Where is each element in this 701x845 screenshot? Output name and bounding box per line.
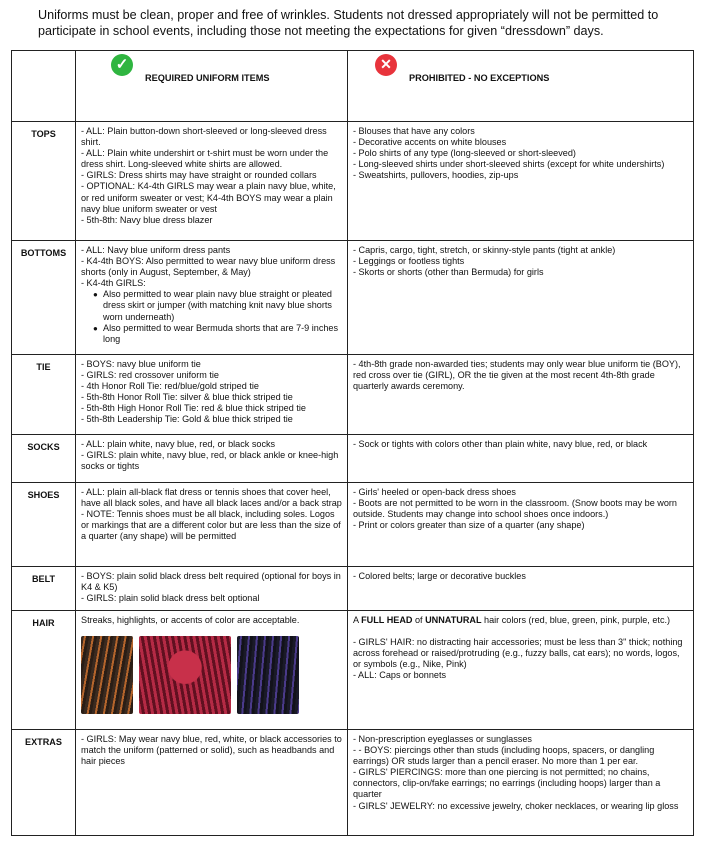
prohibited-item: - Skorts or shorts (other than Bermuda) for girls <box>353 267 544 278</box>
text-run: hair colors (red, blue, green, pink, purple, etc.) <box>481 615 671 625</box>
prohibited-cell <box>348 483 694 567</box>
required-item: - GIRLS: Dress shirts may have straight or rounded collars <box>81 170 317 181</box>
prohibited-item: - Polo shirts of any type (long-sleeved or short-sleeved) <box>353 148 576 159</box>
row-tie <box>12 355 694 435</box>
required-item: - GIRLS: plain white, navy blue, red, or black ankle or knee-high socks or tights <box>81 450 339 472</box>
bullet-icon: ● <box>93 323 98 333</box>
required-item: - ALL: Navy blue uniform dress pants <box>81 245 231 255</box>
category-label: BELT <box>12 567 76 611</box>
row-shoes <box>12 483 694 567</box>
prohibited-item: - GIRLS' JEWELRY: no excessive jewelry, choker necklaces, or wearing lip gloss <box>353 800 679 811</box>
required-item: - ALL: plain white, navy blue, red, or black socks <box>81 439 276 449</box>
required-item: - 5th-8th Honor Roll Tie: silver & blue thick striped tie <box>81 392 293 403</box>
bullet-item <box>81 289 342 322</box>
prohibited-item: - Sweatshirts, pullovers, hoodies, zip-ups <box>353 170 519 181</box>
prohibited-item: - Long-sleeved shirts under short-sleeved shirts (except for white undershirts) <box>353 159 665 170</box>
prohibited-item: - Girls' heeled or open-back dress shoes <box>353 487 516 497</box>
prohibited-cell <box>348 435 694 483</box>
spacer <box>353 626 688 637</box>
required-item: - ALL: Plain button-down short-sleeved or long-sleeved dress shirt. <box>81 126 327 148</box>
purple-braids-photo <box>237 636 299 714</box>
required-item: - 5th-8th: Navy blue dress blazer <box>81 214 213 225</box>
prohibited-cell <box>348 611 694 730</box>
text-run: A <box>353 615 362 625</box>
bullet-text: Also permitted to wear plain navy blue straight or pleated dress skirt or jumper (with matching knit navy blue shorts worn underneath) <box>103 289 332 322</box>
required-cell <box>76 355 348 435</box>
header-row <box>12 51 694 122</box>
prohibited-item: - GIRLS' HAIR: no distracting hair accessories; must be less than 3" thick; nothing across forehead or raised/protruding (e.g., fuzzy balls, cat ears); no words, logos, or symbols (e.g., Nike, Pink) <box>353 637 683 670</box>
required-item: - GIRLS: red crossover uniform tie <box>81 370 219 381</box>
prohibited-item: - GIRLS' PIERCINGS: more than one piercing is not permitted; no chains, connectors, clip-on/fake earrings; no earrings (including hoops) larger than a quarter <box>353 767 661 800</box>
row-belt <box>12 567 694 611</box>
header-prohibited <box>348 51 694 122</box>
bold-text: UNNATURAL <box>425 615 482 625</box>
required-cell <box>76 241 348 355</box>
header-empty-cell <box>12 51 76 122</box>
checkmark-icon: ✓ <box>111 54 133 76</box>
prohibited-item: - Colored belts; large or decorative buckles <box>353 571 526 581</box>
uniform-table <box>11 50 694 836</box>
prohibited-item: - ALL: Caps or bonnets <box>353 670 447 681</box>
bullet-icon: ● <box>93 290 98 300</box>
required-cell <box>76 611 348 730</box>
prohibited-item: - Print or colors greater than size of a quarter (any shape) <box>353 520 585 531</box>
prohibited-item: - Leggings or footless tights <box>353 256 465 267</box>
required-item: - GIRLS: plain solid black dress belt optional <box>81 593 260 604</box>
bold-text: FULL HEAD <box>361 615 413 625</box>
prohibited-item: - Capris, cargo, tight, stretch, or skinny-style pants (tight at ankle) <box>353 245 616 255</box>
prohibited-item: - Sock or tights with colors other than plain white, navy blue, red, or black <box>353 439 648 449</box>
required-item: - GIRLS: May wear navy blue, red, white, or black accessories to match the uniform (patterned or solid), such as headbands and hair pieces <box>81 734 342 767</box>
red-braids-photo <box>139 636 231 714</box>
required-item: - ALL: plain all-black flat dress or tennis shoes that cover heel, have all black soles, and have all black laces and/or a back strap <box>81 487 342 509</box>
required-cell <box>76 435 348 483</box>
required-item: - K4-4th BOYS: Also permitted to wear navy blue uniform dress shorts (only in August, September, & May) <box>81 256 336 278</box>
required-item: - OPTIONAL: K4-4th GIRLS may wear a plain navy blue, white, or red uniform sweater or vest; K4-4th BOYS may wear a plain navy blue uniform sweater or vest <box>81 181 336 214</box>
x-mark-icon: ✕ <box>375 54 397 76</box>
row-tops <box>12 122 694 241</box>
required-item: - 4th Honor Roll Tie: red/blue/gold striped tie <box>81 381 259 392</box>
row-bottoms <box>12 241 694 355</box>
required-cell <box>76 567 348 611</box>
bullet-text: Also permitted to wear Bermuda shorts that are 7-9 inches long <box>103 322 339 344</box>
braided-hair-photo <box>81 636 133 714</box>
category-label: SHOES <box>12 483 76 567</box>
prohibited-item: - - BOYS: piercings other than studs (including hoops, spacers, or dangling earrings) OR studs larger than a pencil eraser. No more than 1 per ear. <box>353 745 655 767</box>
row-extras <box>12 730 694 836</box>
required-cell <box>76 730 348 836</box>
prohibited-cell <box>348 567 694 611</box>
category-label: TIE <box>12 355 76 435</box>
hair-photos <box>81 636 342 714</box>
prohibited-cell <box>348 355 694 435</box>
required-item: Streaks, highlights, or accents of color are acceptable. <box>81 615 300 625</box>
row-socks <box>12 435 694 483</box>
text-run: of <box>412 615 426 625</box>
category-label: SOCKS <box>12 435 76 483</box>
row-hair <box>12 611 694 730</box>
required-cell <box>76 483 348 567</box>
intro-text: Uniforms must be clean, proper and free of wrinkles. Students not dressed appropriately will not be permitted to participate in school events, including those not meeting the expectations for given “dressdown” days. <box>38 8 659 38</box>
required-item: - 5th-8th Leadership Tie: Gold & blue thick striped tie <box>81 414 293 425</box>
category-label: BOTTOMS <box>12 241 76 355</box>
header-required-label: REQUIRED UNIFORM ITEMS <box>145 73 270 83</box>
prohibited-item: - Decorative accents on white blouses <box>353 137 507 148</box>
required-item: - K4-4th GIRLS: <box>81 278 146 289</box>
prohibited-item: - Boots are not permitted to be worn in the classroom. (Snow boots may be worn outside. Students may change into school shoes once indoors.) <box>353 498 677 520</box>
prohibited-item: - Blouses that have any colors <box>353 126 475 136</box>
prohibited-cell <box>348 730 694 836</box>
prohibited-item <box>353 615 688 626</box>
required-item: - NOTE: Tennis shoes must be all black, including soles. Logos or markings that are a different color but are less than the size of a quarter (any shape) will be permitted <box>81 509 341 542</box>
required-item: - BOYS: plain solid black dress belt required (optional for boys in K4 & K5) <box>81 571 341 593</box>
bullet-item <box>81 323 342 345</box>
required-cell <box>76 122 348 241</box>
required-item: - BOYS: navy blue uniform tie <box>81 359 201 369</box>
category-label: HAIR <box>12 611 76 730</box>
prohibited-item: - 4th-8th grade non-awarded ties; students may only wear blue uniform tie (BOY), red cross over tie (GIRL), OR the tie given at the most recent 4th-8th grade quarterly awards ceremony. <box>353 359 681 392</box>
prohibited-item: - Non-prescription eyeglasses or sunglasses <box>353 734 532 744</box>
header-required <box>76 51 348 122</box>
header-prohibited-label: PROHIBITED - NO EXCEPTIONS <box>409 73 550 83</box>
prohibited-cell <box>348 122 694 241</box>
category-label: TOPS <box>12 122 76 241</box>
prohibited-cell <box>348 241 694 355</box>
required-item: - ALL: Plain white undershirt or t-shirt must be worn under the dress shirt. Long-sleeved white shirts are allowed. <box>81 148 329 170</box>
category-label: EXTRAS <box>12 730 76 836</box>
required-item: - 5th-8th High Honor Roll Tie: red & blue thick striped tie <box>81 403 306 414</box>
